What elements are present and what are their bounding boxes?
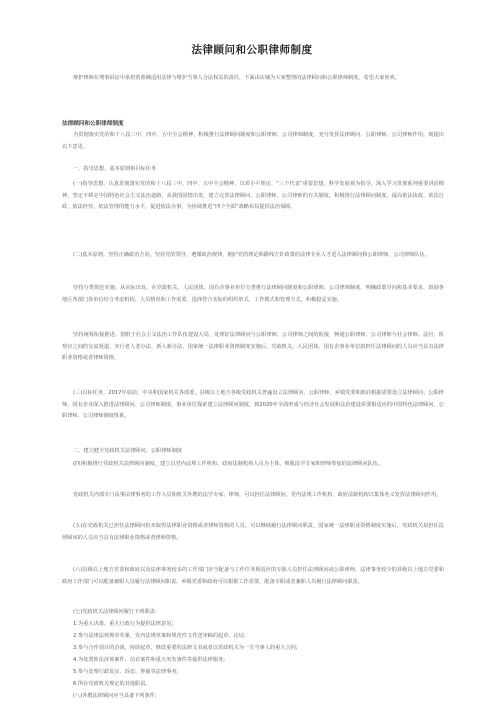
paragraph: (八)外聘法律顾问应当具备下列条件:: [73, 693, 157, 699]
paragraph: 5.参与处理行政复议、诉讼、仲裁等法律事务;: [73, 669, 179, 675]
paragraph: (七)党政机关法律顾问履行下列职责:: [73, 609, 157, 615]
paragraph: 4.为处置涉法涉诉案件、信访案件和重大突发事件等提供法律服务;: [73, 657, 225, 663]
paragraph: 一、指导思想、基本原则和目标任务: [73, 166, 157, 172]
paragraph: (三)目标任务。2017年底前，中央和国家机关各部委，县级以上地方各级党政机关普遍设立法律顾问、公职律师，乡镇党委和政府根据需要设立法律顾问、公职律师，国有企业深入推进法律顾问、公司律师制度，事业单位探索建立法律顾问制度，到2020年全面形成与经济社会发展和法治建设需要相适应的中国特色法律顾问、公职律师、公司律师制度体系。: [62, 390, 444, 420]
section-heading: 法律顾问和公职律师制度: [62, 121, 124, 127]
paragraph: 1.为重大决策、重大行政行为提供法律意见;: [73, 621, 174, 627]
paragraph: 3.参与合作项目的洽谈，协助起草、修改重要的法律文书或者以党政机关为一方当事人的重大合同;: [73, 645, 298, 651]
paragraph: 坚持统筹衔接推进。着眼于社会主义法治工作队伍建设大局，处理好法律顾问与公职律师、公司律师之间的衔接，畅通公职律师、公司律师与社会律师、法官、检察官之间的交流渠道，实行老人老办法、新人新办法，国家统一法律职业资格制度实施后，党政机关、人民团体、国有企事业单位拟担任法律顾问的人员应当具有法律职业资格或者律师资格。: [62, 332, 444, 362]
paragraph: (四)积极推行党政机关法律顾问制度，建立以党内法规工作机构、政府法制机构人员为主体，吸收法学专家和律师参加的法律顾问队伍。: [73, 461, 384, 467]
paragraph: 二、建立健全党政机关法律顾问、公职律师制度: [73, 448, 182, 454]
paragraph: (二)基本原则。坚持正确政治方向。坚持党的领导，遵循政治规律，拥护党的理论和路线方针政策的法律专业人才进入法律顾问和公职律师、公司律师队伍。: [73, 252, 430, 258]
paragraph: 2.参与法律法规规章草案、党内法规草案和规范性文件送审稿的起草、论证;: [73, 633, 246, 639]
document-title: 法律顾问和公职律师制度: [191, 44, 313, 56]
paragraph: 党政机关内部专门从事法律事务的工作人员和机关外聘的法学专家、律师，可以担任法律顾问。党内法规工作机构、政府法制机构以集体名义发挥法律顾问作用。: [73, 492, 442, 498]
paragraph: 坚持分类规范实施。从实际出发，在党政机关、人民团体、国有企事业单位分类推行法律顾问制度和公职律师、公司律师制度，明确政策导向和基本要求，鼓励各地区各部门各单位结合考虑机构、人员情况和工作需要，选择符合实际的组织形式、工作模式和管理方式，积极稳妥实施。: [62, 285, 444, 303]
paragraph: 6.所在党政机关规定的其他职责。: [73, 681, 151, 687]
paragraph: 为贯彻落实党的和十八届三中、四中、五中全会精神，积极推行法律顾问制度和公职律师、公司律师制度，充分发挥法律顾问、公职律师、公司律师作用，现提出以下意见。: [62, 132, 444, 150]
intro-paragraph: 辩护律师在刑事诉讼中承担着准确适用法律与维护当事人合法权益的责任，下面由店铺为大家整理的法律顾问和公职律师制度，希望大家喜欢。: [73, 75, 400, 81]
paragraph: (六)县级以上地方党委和政府以及法律事务较多的工作部门应当配备与工作任务相适应的专职人员担任法律顾问或公职律师，法律事务较少的县级以上地方党委和政府工作部门可以配备兼职人员履行法律顾问职责。乡镇党委和政府可以根据工作需要，配备专职或者兼职人员履行法律顾问职责。: [62, 567, 444, 585]
paragraph: (五)在党政机关已担任法律顾问但未取得法律职业资格或者律师资格的人员，可以继续履行法律顾问职责。国家统一法律职业资格制度实施后，党政机关拟担任法律顾问的人员应当具有法律职业资格或者律师资格。: [62, 523, 444, 541]
paragraph: (一)指导思想。认真贯彻落实党的和十八届三中、四中、五中全会精神，以邓小平理论、“三个代表”重要思想、科学发展观为指导，深入学习贯彻系列重要讲话精神，坚定不移走中国特色社会主义法治道路，从我国国情出发，建立完善法律顾问、公职律师、公司律师的有关制度，积极推行法律顾问制度，提高依法执政、依法行政、依法经营、依法管理的能力水平，促进依法办事，为协调推进“四个全面”战略布局提供法治保障。: [62, 181, 444, 211]
